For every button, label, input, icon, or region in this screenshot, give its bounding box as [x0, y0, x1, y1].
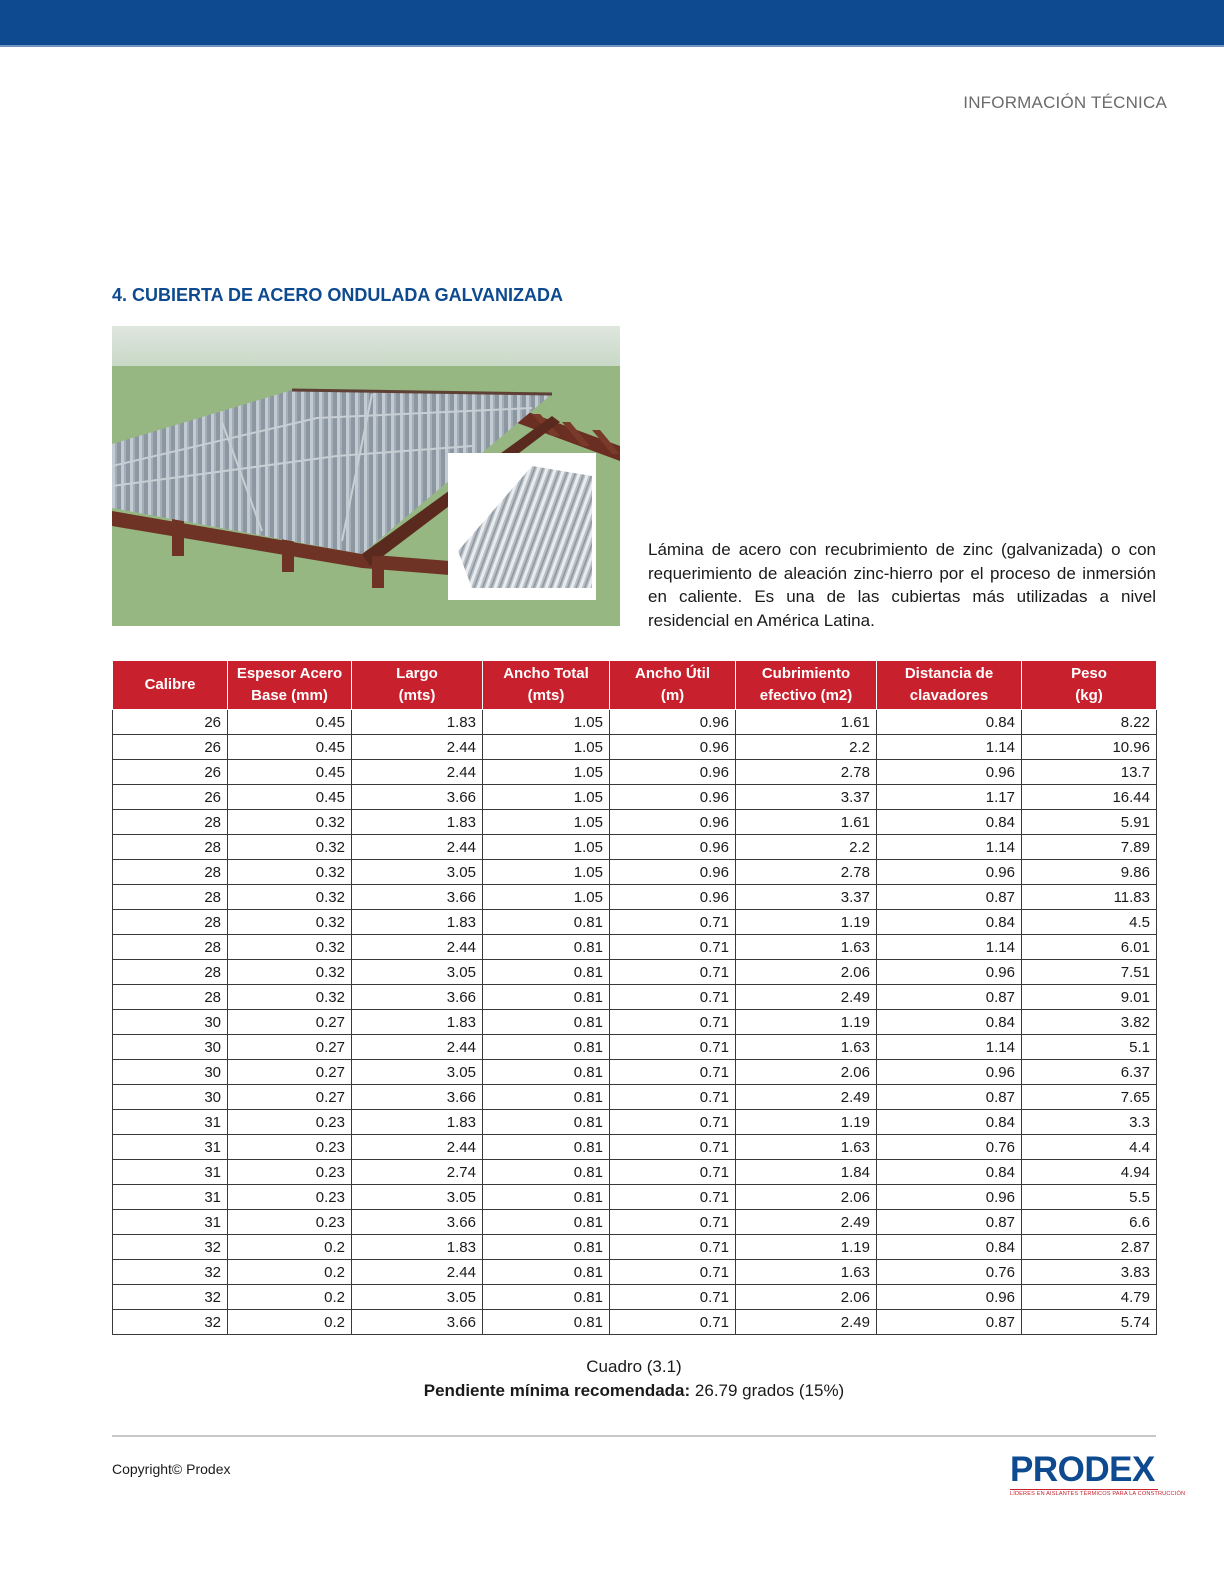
table-cell: 2.78 [736, 760, 877, 785]
table-cell: 0.81 [483, 1185, 610, 1210]
table-cell: 31 [113, 1160, 228, 1185]
table-row [113, 985, 1157, 1010]
table-cell: 0.27 [228, 1060, 352, 1085]
table-cell: 7.65 [1022, 1085, 1157, 1110]
table-cell: 1.14 [877, 835, 1022, 860]
table-cell: 2.44 [352, 935, 483, 960]
table-cell: 2.44 [352, 1035, 483, 1060]
table-cell: 3.05 [352, 860, 483, 885]
slope-note [112, 1381, 1156, 1401]
table-cell: 3.66 [352, 1210, 483, 1235]
table-cell: 11.83 [1022, 885, 1157, 910]
table-cell: 1.83 [352, 1010, 483, 1035]
table-cell: 2.49 [736, 1310, 877, 1335]
table-cell: 4.94 [1022, 1160, 1157, 1185]
table-cell: 1.19 [736, 1235, 877, 1260]
table-cell: 32 [113, 1310, 228, 1335]
column-header [352, 661, 483, 710]
column-header [113, 661, 228, 710]
table-row [113, 810, 1157, 835]
table-cell: 2.2 [736, 835, 877, 860]
column-header [483, 661, 610, 710]
table-cell: 1.14 [877, 935, 1022, 960]
table-cell: 0.96 [877, 1285, 1022, 1310]
slope-note-label: Pendiente mínima recomendada: [423, 1381, 691, 1400]
table-cell: 1.19 [736, 1010, 877, 1035]
table-cell: 0.81 [483, 985, 610, 1010]
table-cell: 0.2 [228, 1235, 352, 1260]
table-cell: 0.45 [228, 710, 352, 735]
table-cell: 28 [113, 835, 228, 860]
column-header-line: (mts) [398, 687, 436, 704]
table-cell: 0.87 [877, 885, 1022, 910]
table-cell: 0.87 [877, 1210, 1022, 1235]
table-cell: 9.86 [1022, 860, 1157, 885]
table-cell: 0.76 [877, 1135, 1022, 1160]
table-cell: 3.05 [352, 1285, 483, 1310]
table-row [113, 1160, 1157, 1185]
table-cell: 1.63 [736, 1035, 877, 1060]
table-row [113, 735, 1157, 760]
column-header-line: Distancia de [904, 665, 994, 682]
column-header-line: Cubrimiento [761, 665, 851, 682]
table-cell: 0.23 [228, 1210, 352, 1235]
top-banner [0, 0, 1224, 45]
table-cell: 1.14 [877, 735, 1022, 760]
table-cell: 1.05 [483, 885, 610, 910]
table-cell: 0.84 [877, 910, 1022, 935]
table-cell: 3.05 [352, 1185, 483, 1210]
table-cell: 7.89 [1022, 835, 1157, 860]
table-cell: 2.2 [736, 735, 877, 760]
table-cell: 0.81 [483, 960, 610, 985]
table-cell: 0.71 [610, 1285, 736, 1310]
table-cell: 0.81 [483, 1235, 610, 1260]
table-cell: 0.71 [610, 1160, 736, 1185]
table-cell: 0.71 [610, 1060, 736, 1085]
table-cell: 0.81 [483, 1160, 610, 1185]
column-header-line: Peso [1071, 665, 1107, 682]
footer-divider [112, 1435, 1156, 1437]
table-cell: 1.05 [483, 760, 610, 785]
table-cell: 1.84 [736, 1160, 877, 1185]
table-cell: 1.83 [352, 1110, 483, 1135]
table-cell: 0.71 [610, 1210, 736, 1235]
table-cell: 3.83 [1022, 1260, 1157, 1285]
column-header-line: Largo [396, 665, 438, 682]
table-cell: 0.32 [228, 810, 352, 835]
table-cell: 2.06 [736, 1185, 877, 1210]
table-cell: 0.71 [610, 1135, 736, 1160]
logo-tagline: LÍDERES EN AISLANTES TÉRMICOS PARA LA CONSTRUCCIÓN [1010, 1491, 1186, 1497]
table-cell: 0.87 [877, 985, 1022, 1010]
table-cell: 0.81 [483, 1135, 610, 1160]
table-row [113, 935, 1157, 960]
specifications-table [112, 660, 1157, 1335]
table-cell: 0.27 [228, 1085, 352, 1110]
table-cell: 3.82 [1022, 1010, 1157, 1035]
table-cell: 1.19 [736, 910, 877, 935]
table-cell: 31 [113, 1210, 228, 1235]
table-cell: 0.96 [877, 860, 1022, 885]
table-cell: 0.81 [483, 1110, 610, 1135]
table-cell: 30 [113, 1060, 228, 1085]
table-cell: 0.32 [228, 985, 352, 1010]
table-cell: 2.44 [352, 735, 483, 760]
table-cell: 0.81 [483, 1260, 610, 1285]
table-cell: 26 [113, 785, 228, 810]
table-cell: 0.32 [228, 835, 352, 860]
table-cell: 0.84 [877, 1235, 1022, 1260]
table-cell: 0.71 [610, 910, 736, 935]
column-header-line: clavadores [909, 687, 989, 704]
table-row [113, 1185, 1157, 1210]
table-cell: 0.32 [228, 910, 352, 935]
table-cell: 1.63 [736, 1135, 877, 1160]
table-cell: 5.91 [1022, 810, 1157, 835]
sky [112, 326, 620, 366]
table-cell: 2.44 [352, 1260, 483, 1285]
table-cell: 3.05 [352, 1060, 483, 1085]
column-header-line: Base (mm) [251, 687, 328, 704]
table-cell: 13.7 [1022, 760, 1157, 785]
table-cell: 2.44 [352, 760, 483, 785]
table-cell: 0.96 [610, 885, 736, 910]
table-cell: 7.51 [1022, 960, 1157, 985]
table-row [113, 835, 1157, 860]
table-cell: 1.83 [352, 710, 483, 735]
column-header-line: Ancho Total [503, 665, 589, 682]
table-cell: 8.22 [1022, 710, 1157, 735]
table-cell: 0.71 [610, 1010, 736, 1035]
table-cell: 0.71 [610, 1085, 736, 1110]
header-label: INFORMACIÓN TÉCNICA [963, 93, 1167, 112]
table-cell: 0.96 [610, 760, 736, 785]
table-cell: 3.37 [736, 885, 877, 910]
table-cell: 2.06 [736, 960, 877, 985]
table-row [113, 1235, 1157, 1260]
table-cell: 0.96 [877, 1060, 1022, 1085]
table-cell: 1.05 [483, 785, 610, 810]
column-header-line: Calibre [144, 676, 196, 693]
column-header-line: Ancho Útil [635, 665, 710, 682]
table-cell: 3.05 [352, 960, 483, 985]
table-cell: 0.81 [483, 910, 610, 935]
table-cell: 0.71 [610, 1035, 736, 1060]
table-cell: 28 [113, 860, 228, 885]
table-cell: 0.96 [610, 810, 736, 835]
table-cell: 0.96 [610, 835, 736, 860]
logo-wordmark: PRODEX [1010, 1450, 1155, 1489]
table-cell: 0.23 [228, 1160, 352, 1185]
table-cell: 0.81 [483, 1035, 610, 1060]
table-cell: 1.05 [483, 835, 610, 860]
table-cell: 0.87 [877, 1310, 1022, 1335]
column-header [1022, 661, 1157, 710]
table-cell: 26 [113, 760, 228, 785]
table-cell: 1.17 [877, 785, 1022, 810]
table-cell: 2.44 [352, 1135, 483, 1160]
table-cell: 2.74 [352, 1160, 483, 1185]
column-header-line: (kg) [1075, 687, 1103, 704]
table-body [113, 710, 1157, 1335]
table-cell: 3.66 [352, 885, 483, 910]
table-cell: 3.66 [352, 785, 483, 810]
table-row [113, 1010, 1157, 1035]
table-cell: 0.2 [228, 1260, 352, 1285]
table-cell: 0.81 [483, 1310, 610, 1335]
table-cell: 0.84 [877, 1160, 1022, 1185]
table-cell: 4.5 [1022, 910, 1157, 935]
copyright-text: Copyright© Prodex [112, 1461, 231, 1477]
table-row [113, 785, 1157, 810]
table-cell: 28 [113, 910, 228, 935]
table-cell: 0.27 [228, 1010, 352, 1035]
table-cell: 5.1 [1022, 1035, 1157, 1060]
table-cell: 26 [113, 710, 228, 735]
table-cell: 32 [113, 1285, 228, 1310]
table-cell: 3.66 [352, 985, 483, 1010]
table-cell: 0.23 [228, 1110, 352, 1135]
table-row [113, 1135, 1157, 1160]
table-cell: 31 [113, 1135, 228, 1160]
column-header-line: (mts) [527, 687, 565, 704]
table-cell: 6.01 [1022, 935, 1157, 960]
table-cell: 31 [113, 1185, 228, 1210]
table-cell: 4.4 [1022, 1135, 1157, 1160]
column-header [228, 661, 352, 710]
table-cell: 0.32 [228, 935, 352, 960]
table-cell: 0.32 [228, 960, 352, 985]
table-cell: 31 [113, 1110, 228, 1135]
table-cell: 9.01 [1022, 985, 1157, 1010]
roof-illustration [112, 326, 620, 626]
table-cell: 30 [113, 1085, 228, 1110]
table-row [113, 1310, 1157, 1335]
table-cell: 32 [113, 1235, 228, 1260]
table-row [113, 960, 1157, 985]
table-cell: 0.23 [228, 1185, 352, 1210]
table-cell: 0.71 [610, 1185, 736, 1210]
table-row [113, 1110, 1157, 1135]
column-header [736, 661, 877, 710]
table-row [113, 1260, 1157, 1285]
table-cell: 2.06 [736, 1285, 877, 1310]
table-row [113, 1210, 1157, 1235]
table-cell: 2.06 [736, 1060, 877, 1085]
table-cell: 0.71 [610, 1110, 736, 1135]
table-cell: 0.84 [877, 710, 1022, 735]
table-cell: 32 [113, 1260, 228, 1285]
table-cell: 6.37 [1022, 1060, 1157, 1085]
table-cell: 2.78 [736, 860, 877, 885]
table-cell: 0.27 [228, 1035, 352, 1060]
table-row [113, 1085, 1157, 1110]
table-row [113, 860, 1157, 885]
table-cell: 1.19 [736, 1110, 877, 1135]
table-cell: 10.96 [1022, 735, 1157, 760]
table-cell: 0.76 [877, 1260, 1022, 1285]
table-cell: 30 [113, 1010, 228, 1035]
top-banner-accent [0, 45, 1224, 47]
table-row [113, 1285, 1157, 1310]
table-cell: 0.81 [483, 1010, 610, 1035]
column-header-line: Espesor Acero [236, 665, 343, 682]
table-header [113, 661, 1157, 710]
table-cell: 3.3 [1022, 1110, 1157, 1135]
table-cell: 0.45 [228, 785, 352, 810]
table-cell: 3.66 [352, 1310, 483, 1335]
table-cell: 0.81 [483, 1060, 610, 1085]
table-cell: 1.61 [736, 810, 877, 835]
table-cell: 1.83 [352, 910, 483, 935]
table-cell: 30 [113, 1035, 228, 1060]
table-cell: 2.49 [736, 1210, 877, 1235]
table-cell: 3.66 [352, 1085, 483, 1110]
table-cell: 1.61 [736, 710, 877, 735]
table-cell: 0.96 [610, 785, 736, 810]
table-cell: 0.23 [228, 1135, 352, 1160]
table-cell: 0.2 [228, 1285, 352, 1310]
table-cell: 0.71 [610, 1260, 736, 1285]
table-cell: 28 [113, 935, 228, 960]
table-cell: 1.83 [352, 810, 483, 835]
table-cell: 0.96 [610, 735, 736, 760]
table-cell: 2.49 [736, 1085, 877, 1110]
table-row [113, 885, 1157, 910]
table-cell: 2.44 [352, 835, 483, 860]
column-header [877, 661, 1022, 710]
table-cell: 28 [113, 885, 228, 910]
table-cell: 5.5 [1022, 1185, 1157, 1210]
column-header-line: efectivo (m2) [759, 687, 853, 704]
table-cell: 0.71 [610, 1235, 736, 1260]
table-cell: 0.71 [610, 960, 736, 985]
table-cell: 0.71 [610, 1310, 736, 1335]
table-row [113, 1060, 1157, 1085]
table-cell: 1.63 [736, 935, 877, 960]
table-cell: 0.32 [228, 885, 352, 910]
prodex-logo [1010, 1450, 1186, 1497]
table-cell: 0.81 [483, 1210, 610, 1235]
table-cell: 0.87 [877, 1085, 1022, 1110]
table-cell: 0.81 [483, 935, 610, 960]
table-cell: 1.14 [877, 1035, 1022, 1060]
column-header-line: (m) [660, 687, 685, 704]
table-cell: 4.79 [1022, 1285, 1157, 1310]
table-cell: 5.74 [1022, 1310, 1157, 1335]
table-cell: 0.71 [610, 985, 736, 1010]
table-cell: 1.05 [483, 735, 610, 760]
table-cell: 1.05 [483, 710, 610, 735]
table-cell: 28 [113, 985, 228, 1010]
table-row [113, 910, 1157, 935]
table-cell: 0.96 [877, 760, 1022, 785]
table-cell: 0.32 [228, 860, 352, 885]
table-cell: 26 [113, 735, 228, 760]
table-cell: 0.96 [610, 710, 736, 735]
table-cell: 1.83 [352, 1235, 483, 1260]
table-cell: 0.84 [877, 1010, 1022, 1035]
table-cell: 0.96 [877, 1185, 1022, 1210]
table-cell: 0.2 [228, 1310, 352, 1335]
section-title: 4. CUBIERTA DE ACERO ONDULADA GALVANIZADA [112, 285, 563, 305]
table-caption: Cuadro (3.1) [586, 1357, 682, 1376]
table-cell: 0.45 [228, 760, 352, 785]
table-cell: 0.96 [610, 860, 736, 885]
table-cell: 1.05 [483, 860, 610, 885]
table-cell: 0.71 [610, 935, 736, 960]
table-cell: 28 [113, 810, 228, 835]
table-cell: 0.81 [483, 1085, 610, 1110]
table-cell: 16.44 [1022, 785, 1157, 810]
table-cell: 2.87 [1022, 1235, 1157, 1260]
table-cell: 0.84 [877, 810, 1022, 835]
table-cell: 28 [113, 960, 228, 985]
table-row [113, 1035, 1157, 1060]
table-cell: 1.63 [736, 1260, 877, 1285]
table-cell: 0.45 [228, 735, 352, 760]
table-cell: 0.84 [877, 1110, 1022, 1135]
description-paragraph: Lámina de acero con recubrimiento de zinc (galvanizada) o con requerimiento de aleación zinc-hierro por el proceso de inmersión en caliente. Es una de las cubiertas más utilizadas a nivel residencial en América Latina. [648, 540, 1156, 630]
table-cell: 1.05 [483, 810, 610, 835]
table-row [113, 760, 1157, 785]
table-cell: 2.49 [736, 985, 877, 1010]
slope-note-value: 26.79 grados (15%) [694, 1381, 845, 1400]
column-header [610, 661, 736, 710]
table-cell: 3.37 [736, 785, 877, 810]
table-cell: 6.6 [1022, 1210, 1157, 1235]
table-row [113, 710, 1157, 735]
table-cell: 0.96 [877, 960, 1022, 985]
table-cell: 0.81 [483, 1285, 610, 1310]
